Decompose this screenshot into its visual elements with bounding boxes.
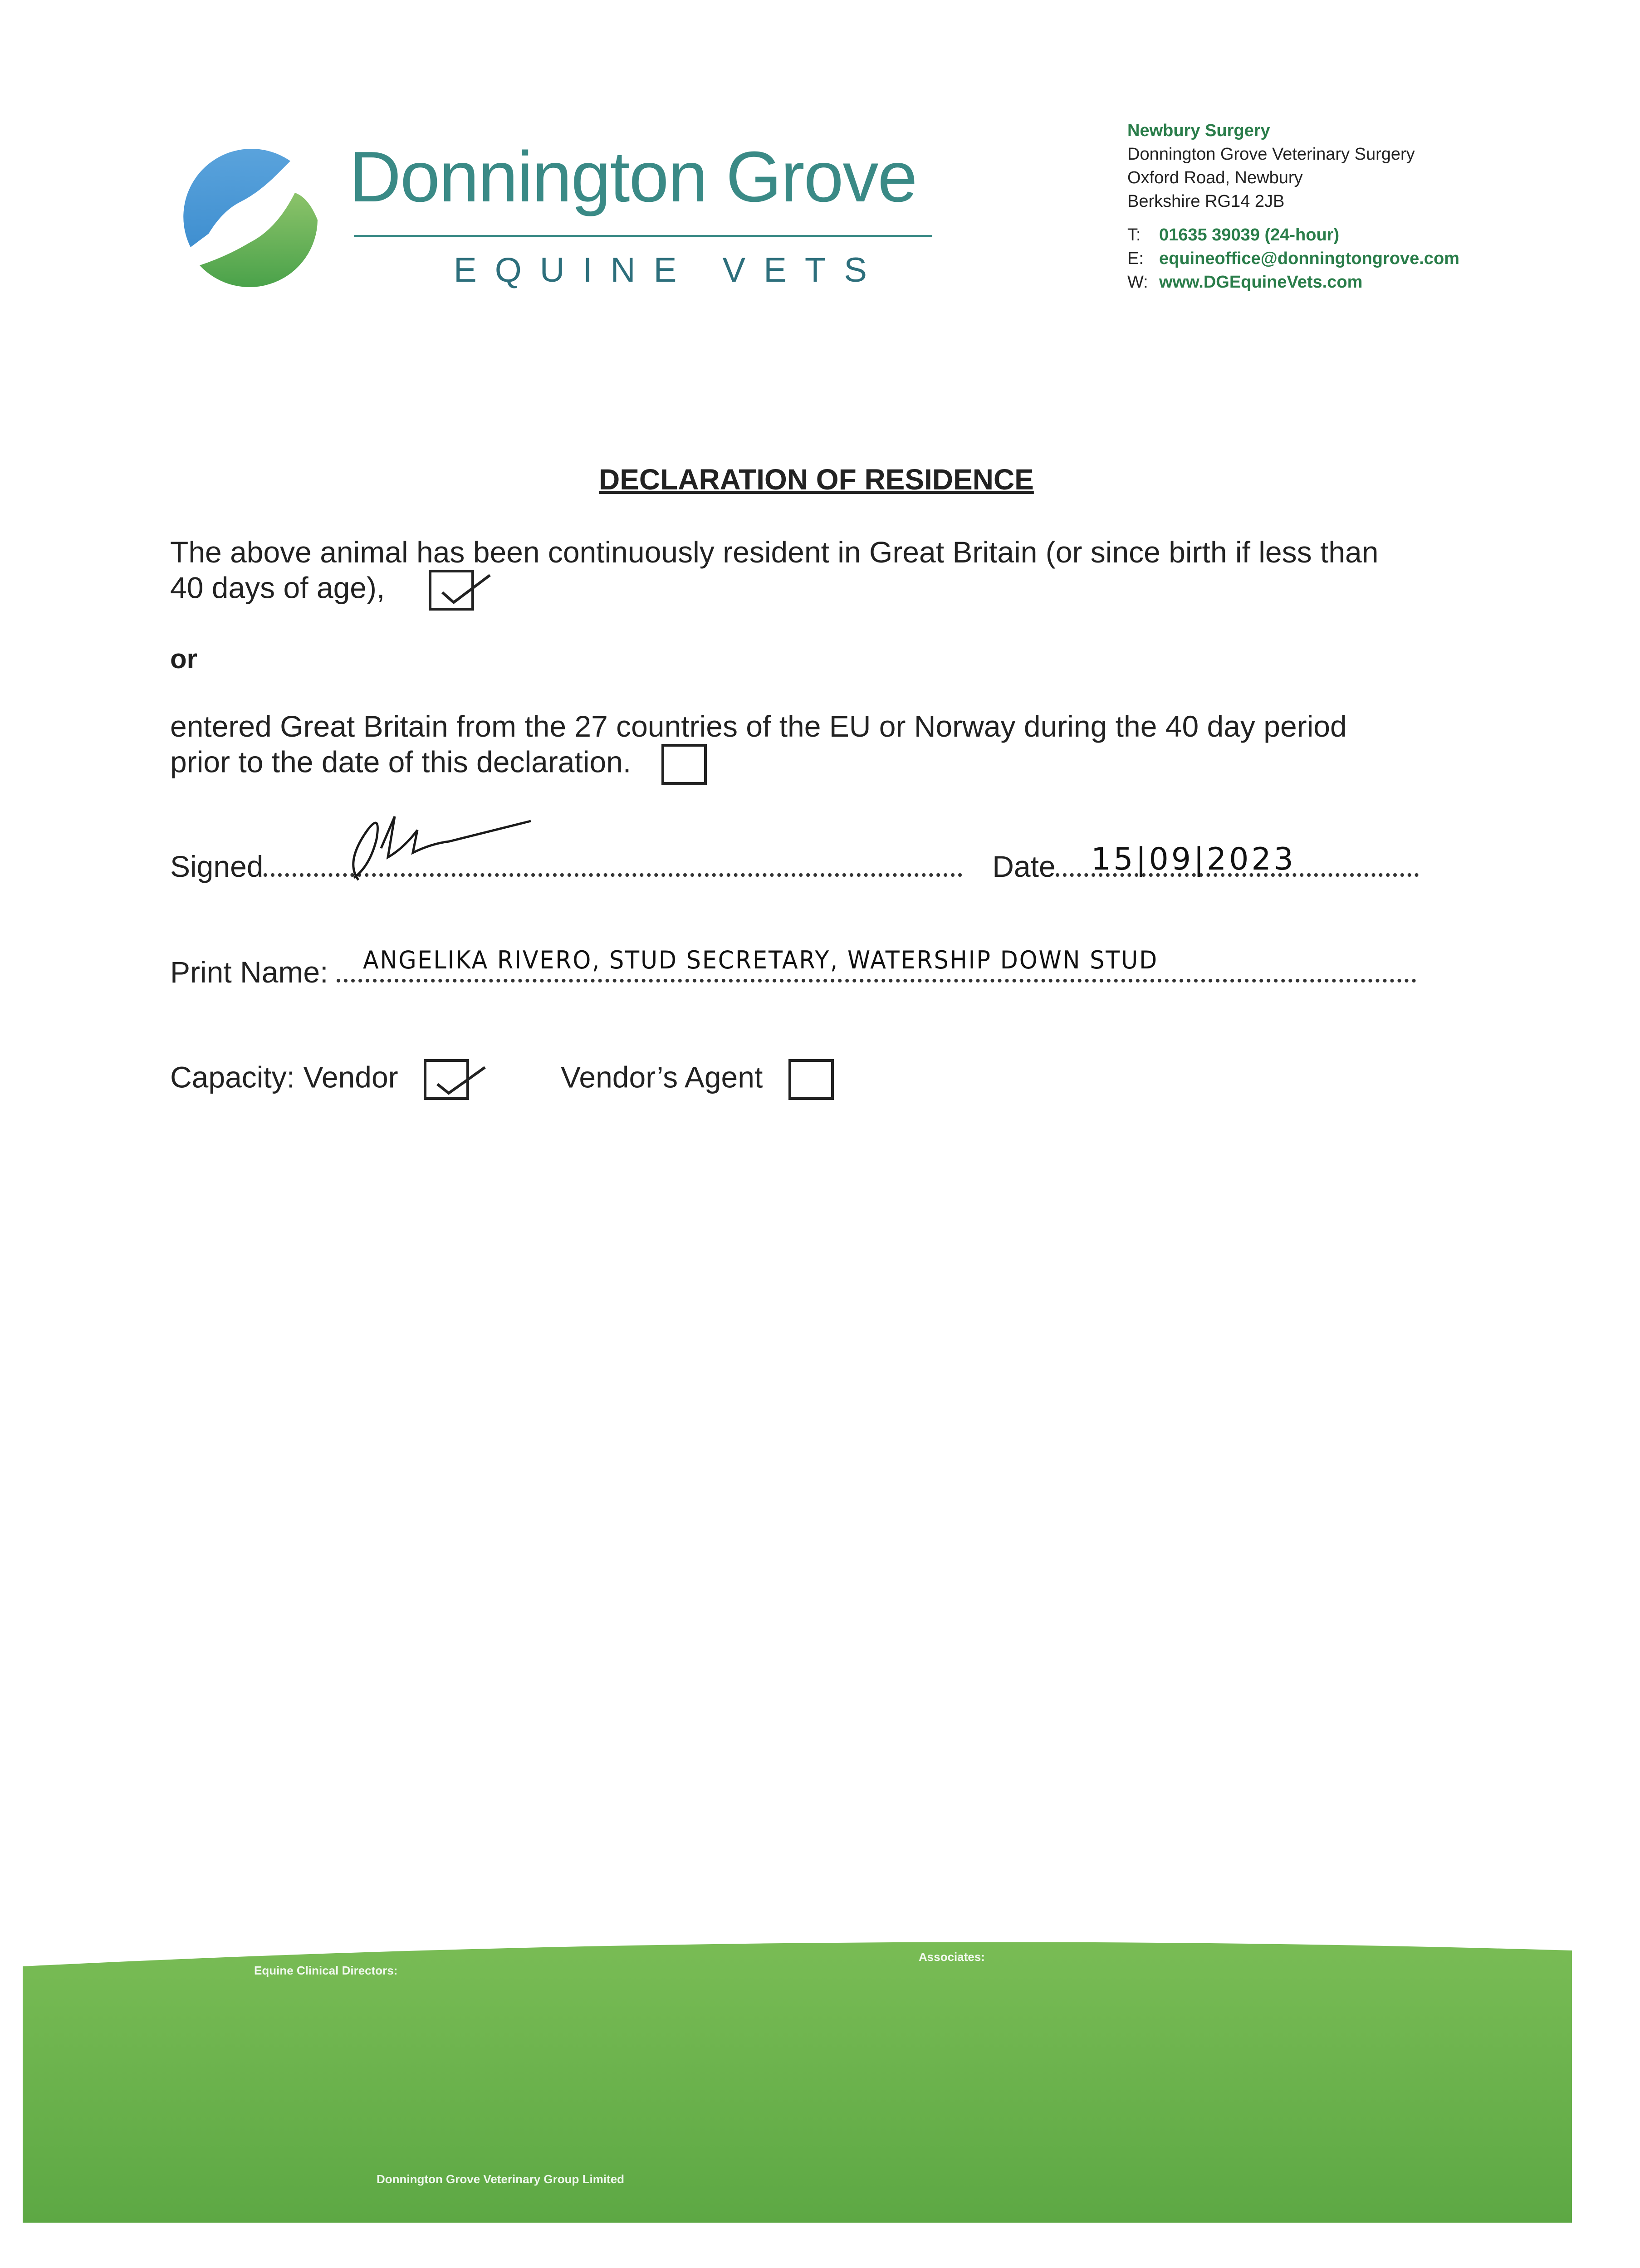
agent-label: Vendor’s Agent (561, 1060, 763, 1094)
capacity-label: Capacity: Vendor (170, 1060, 398, 1094)
company-name: Donnington Grove Veterinary Group Limited (377, 2172, 625, 2186)
address-block (1127, 119, 1415, 213)
residence-line-2: 40 days of age), (170, 571, 385, 605)
directors-heading: Equine Clinical Directors: (254, 1964, 398, 1977)
website-link[interactable]: www.DGEquineVets.com (1159, 273, 1363, 292)
print-name-value: ANGELIKA RIVERO, STUD SECRETARY, WATERSHIP DOWN STUD (363, 946, 1158, 974)
eu-entry-checkbox[interactable] (661, 744, 707, 785)
email-link[interactable]: equineoffice@donningtongrove.com (1159, 249, 1459, 268)
phone-label: T: (1127, 225, 1141, 244)
address-line: Donnington Grove Veterinary Surgery (1127, 145, 1415, 164)
address-line: Berkshire RG14 2JB (1127, 192, 1285, 211)
associates-heading: Associates: (919, 1950, 985, 1964)
residence-statement (170, 534, 1378, 611)
capacity-row (170, 1059, 834, 1100)
print-name-field[interactable] (337, 978, 1416, 982)
associates-block (919, 1948, 985, 1965)
residence-line-1: The above animal has been continuously resident in Great Britain (or since birth if less than (170, 535, 1379, 569)
directors-block (254, 1962, 397, 1979)
address-line: Oxford Road, Newbury (1127, 168, 1303, 187)
or-label: or (170, 644, 197, 674)
resident-checkbox[interactable] (429, 570, 474, 611)
print-name-label: Print Name: (170, 955, 328, 989)
logo-mark-icon (172, 143, 327, 297)
page-title: DECLARATION OF RESIDENCE (599, 463, 1034, 496)
checkmark-icon (433, 1064, 487, 1100)
eu-entry-line-1: entered Great Britain from the 27 countries of the EU or Norway during the 40 day period (170, 709, 1347, 743)
email-label: E: (1127, 249, 1144, 268)
signed-label: Signed (170, 850, 264, 883)
vendor-checkbox[interactable] (424, 1059, 469, 1100)
phone-number[interactable]: 01635 39039 (24-hour) (1159, 225, 1340, 244)
company-footer (377, 2170, 624, 2188)
signature-mark (327, 798, 535, 889)
surgery-name: Newbury Surgery (1127, 121, 1270, 140)
checkmark-icon (438, 574, 492, 611)
brand-name: Donnington Grove (349, 137, 917, 217)
agent-checkbox[interactable] (788, 1059, 834, 1100)
eu-entry-statement (170, 709, 1347, 785)
brand-subtitle: EQUINE VETS (454, 251, 885, 289)
website-label: W: (1127, 273, 1148, 292)
eu-entry-line-2: prior to the date of this declaration. (170, 745, 632, 779)
contact-block (1127, 223, 1459, 294)
date-label: Date (992, 850, 1056, 883)
brand-divider (354, 235, 932, 237)
date-value: 15|09|2023 (1091, 841, 1296, 877)
